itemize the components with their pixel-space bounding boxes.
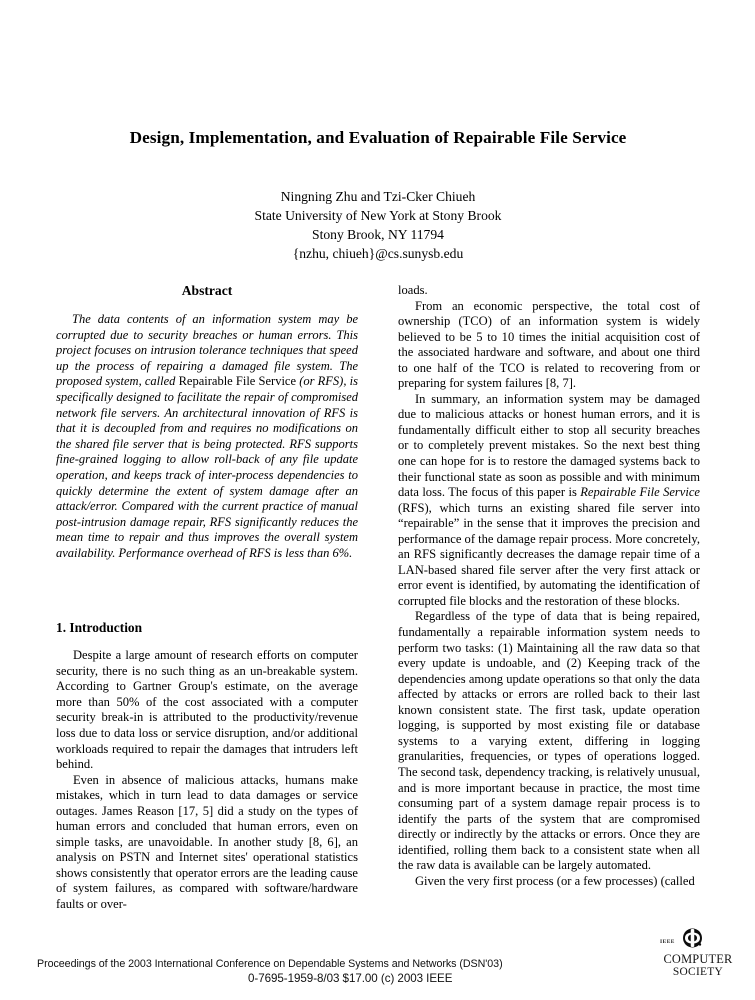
column-right bbox=[398, 283, 700, 913]
page-title: Design, Implementation, and Evaluation of Repairable File Service bbox=[129, 128, 627, 147]
abstract-text bbox=[56, 312, 358, 562]
footer-copyright-line: 0-7695-1959-8/03 $17.00 (c) 2003 IEEE bbox=[248, 972, 453, 985]
right-paragraph-3: Regardless of the type of data that is being repaired, fundamentally a repairable information system needs to perform two tasks: (1) Maintaining all the raw data so that every update is undoable, and (2) Keeping track of the dependencies among update operations so that only the data affected by attacks or errors are rolled back to their last known consistent state. The first task, update operation logging, is supported by most existing file or database systems to a varying extent, differing in logging granularities, frequencies, or types of operations logged. The second task, dependency tracking, is relatively unusual, and is more important because in practice, the most time consuming part of a system damage repair process is to identify the parts of the system that are compromised directly or indirectly by the attacks or errors. Once they are identified, rolling them back to a consistent state when all the raw data is available can be largely automated. bbox=[398, 609, 700, 873]
ieee-wordmark: IEEE bbox=[660, 939, 675, 945]
page-footer bbox=[0, 958, 755, 1000]
title-block bbox=[56, 128, 700, 263]
ieee-circle-emblem-icon bbox=[680, 926, 705, 951]
right-p2-part-2: (RFS), which turns an existing shared file server into “repairable” in the sense that it improves the precision and performance of the damage repair process. More concretely, an RFS significantly decreases the damage repair time of a LAN-based shared file server after the very first attack or error event is identified, by automating the identification of corrupted file blocks and the restoration of these blocks. bbox=[398, 500, 700, 608]
abstract-roman-term: Repairable File Service bbox=[178, 374, 297, 389]
abstract-heading: Abstract bbox=[181, 283, 233, 298]
intro-paragraph-1: Despite a large amount of research efforts on computer security, there is no such thing as an un-breakable system. According to Gartner Group's estimate, on the average more than 50% of the cost associated with a computer security break-in is attributed to the productivity/revenue loss due to data loss or service disruption, and/or additional workloads required to repair the damages that intruders left behind. bbox=[56, 648, 358, 772]
body-columns bbox=[56, 283, 700, 913]
right-paragraph-1: From an economic perspective, the total cost of ownership (TCO) of an information system is widely believed to be 5 to 10 times the initial acquisition cost of the associated hardware and software, and about one third to one half of the TCO is related to recovering from or preparing for system failures [8, 7]. bbox=[398, 298, 700, 391]
intro-paragraph-2: Even in absence of malicious attacks, humans make mistakes, which in turn lead to data damages or service outages. James Reason [17, 5] did a study on the types of human errors and concluded that human errors, even on simple tasks, are unavoidable. In another study [8, 6], an analysis on PSTN and Internet sites' operational statistics shows consistently that operator errors are the leading cause of system failures, as compared with software/hardware faults or over- bbox=[56, 772, 358, 911]
introduction-heading: 1. Introduction bbox=[56, 619, 143, 635]
right-p2-italic-term: Repairable File Service bbox=[580, 485, 700, 500]
affiliation: State University of New York at Stony Brook bbox=[254, 207, 502, 223]
address: Stony Brook, NY 11794 bbox=[312, 227, 444, 243]
right-paragraph-2 bbox=[398, 392, 700, 610]
logo-society-label: SOCIETY bbox=[672, 966, 724, 978]
email: {nzhu, chiueh}@cs.sunysb.edu bbox=[292, 246, 464, 262]
column-left bbox=[56, 283, 358, 913]
footer-proceedings-line: Proceedings of the 2003 International Conference on Dependable Systems and Networks (DSN'03) bbox=[37, 958, 503, 970]
author-names: Ningning Zhu and Tzi-Cker Chiueh bbox=[280, 188, 476, 204]
logo-computer-label: COMPUTER bbox=[663, 952, 733, 966]
abstract-part-2: (or RFS), is specifically designed to facilitate the repair of compromised network file servers. An architectural innovation of RFS is that it is decoupled from and requires no modifications on the shared file server that is being protected. RFS supports fine-grained logging to allow roll-back of any file update operation, and keeps track of inter-process dependencies to quickly determine the extent of system damage after an attack/error. Compared with the current practice of manual post-intrusion damage repair, RFS significantly reduces the mean time to repair and thus improves the overall system availability. Performance overhead of RFS is less than 6%. bbox=[56, 374, 358, 560]
right-continuation-line: loads. bbox=[398, 283, 428, 297]
right-paragraph-4: Given the very first process (or a few processes) (called bbox=[415, 873, 695, 888]
section-spacer bbox=[56, 562, 358, 620]
right-p2-part-1: In summary, an information system may be damaged due to malicious attacks or honest human errors, and it is fundamentally difficult either to stop all security breaches or to completely prevent mistakes. So the next best thing one can hope for is to restore the damaged systems back to their functional state as soon as possible and with minimum data loss. The focus of this paper is bbox=[398, 391, 700, 500]
author-block bbox=[56, 187, 700, 264]
abstract-part-1: The data contents of an information system may be corrupted due to security breaches or human errors. This project focuses on intrusion tolerance techniques that speed up the process of repairing a damaged file system. The proposed system, called bbox=[56, 312, 358, 389]
logo-emblem-row bbox=[648, 926, 748, 952]
